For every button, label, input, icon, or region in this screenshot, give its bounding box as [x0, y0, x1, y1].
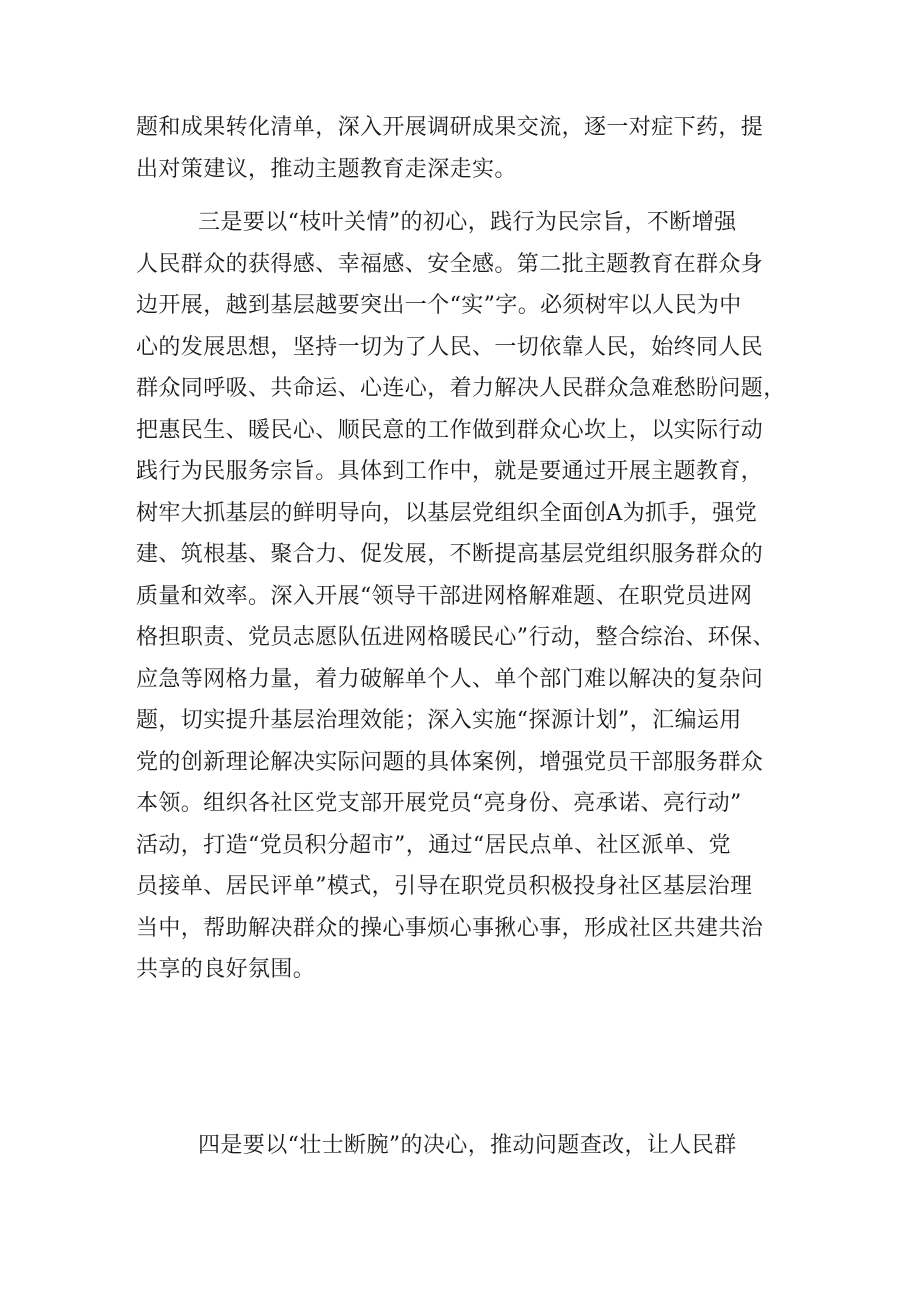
text-line: 当中，帮助解决群众的操心事烦心事揪心事，形成社区共建共治 — [136, 915, 764, 941]
text-line: 格担职责、党员志愿队伍进网格暖民心”行动，整合综治、环保、 — [136, 625, 775, 650]
text-line: 三是要以“枝叶关情”的初心，践行为民宗旨，不断增强 — [198, 210, 737, 235]
text-line: 题和成果转化清单，深入开展调研成果交流，逐一对症下药，提 — [136, 115, 764, 140]
text-line: 出对策建议，推动主题教育走深走实。 — [136, 156, 517, 182]
text-line: 践行为民服务宗旨。具体到工作中，就是要通过开展主题教育， — [136, 459, 764, 484]
text-line: 群众同呼吸、共命运、心连心，着力解决人民群众急难愁盼问题， — [136, 376, 786, 401]
paragraph-1 — [136, 107, 812, 190]
text-line: 党的创新理论解决实际问题的具体案例，增强党员干部服务群众 — [136, 749, 764, 775]
paragraph-3 — [136, 1125, 812, 1167]
text-line: 心的发展思想，坚持一切为了人民、一切依靠人民，始终同人民 — [136, 334, 764, 360]
text-line: 活动，打造“党员积分超市”，通过“居民点单、社区派单、党 — [136, 832, 731, 858]
text-line: 共享的良好氛围。 — [136, 957, 316, 982]
text-line: 本领。组织各社区党支部开展党员“亮身份、亮承诺、亮行动” — [136, 791, 742, 816]
text-line: 把惠民生、暖民心、顺民意的工作做到群众心坎上，以实际行动 — [136, 417, 764, 443]
text-line: 题，切实提升基层治理效能；深入实施“探源计划”，汇编运用 — [136, 708, 742, 733]
text-line: 人民群众的获得感、幸福感、安全感。第二批主题教育在群众身 — [136, 251, 764, 277]
text-line: 质量和效率。深入开展“领导干部进网格解难题、在职党员进网 — [136, 583, 753, 609]
text-line: 建、筑根基、聚合力、促发展，不断提高基层党组织服务群众的 — [136, 542, 764, 567]
text-line: 四是要以“壮士断腕”的决心，推动问题查改，让人民群 — [198, 1133, 737, 1158]
text-line: 员接单、居民评单”模式，引导在职党员积极投身社区基层治理 — [136, 874, 753, 899]
paragraph-2 — [136, 202, 812, 991]
text-line: 应急等网格力量，着力破解单个人、单个部门难以解决的复杂问 — [136, 666, 764, 692]
text-line: 边开展，越到基层越要突出一个“实”字。必须树牢以人民为中 — [136, 293, 742, 318]
text-line: 树牢大抓基层的鲜明导向，以基层党组织全面创A为抓手，强党 — [136, 500, 758, 526]
